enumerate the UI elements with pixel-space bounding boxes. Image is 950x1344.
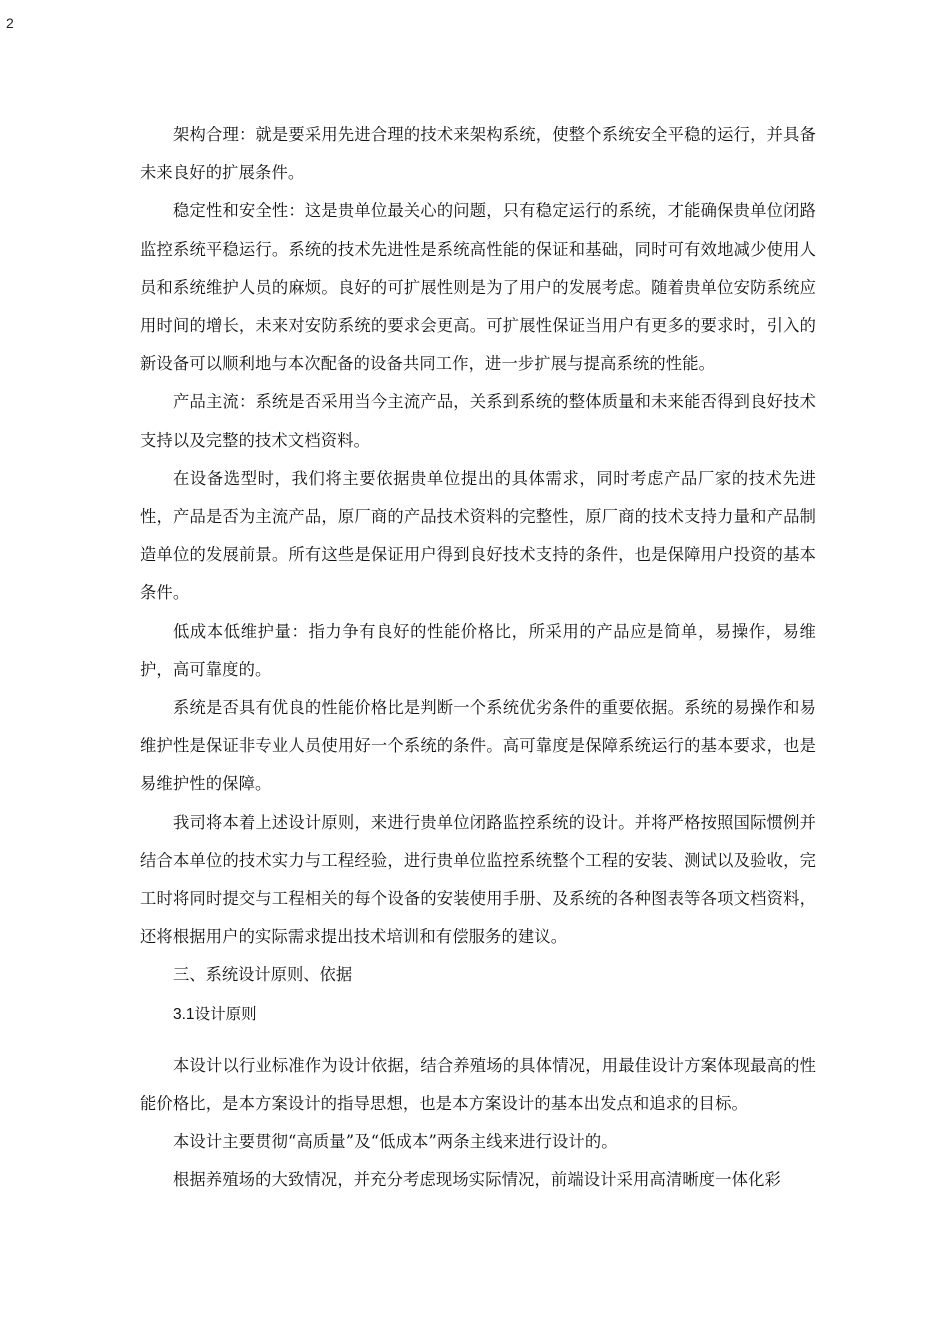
paragraph-equipment-selection: 在设备选型时，我们将主要依据贵单位提出的具体需求，同时考虑产品厂家的技术先进性，产品是否为主流产品，原厂商的产品技术资料的完整性，原厂商的技术支持力量和产品制造单位的发展前景。所有这些是保证用户得到良好技术支持的条件，也是保障用户投资的基本条件。: [140, 468, 816, 603]
paragraph-low-cost-maintenance: 低成本低维护量：指力争有良好的性能价格比，所采用的产品应是简单，易操作，易维护，高可靠度的。: [140, 621, 816, 679]
document-body: [140, 116, 816, 1200]
paragraph-design-mainlines: 本设计主要贯彻“高质量”及“低成本”两条主线来进行设计的。: [173, 1132, 618, 1152]
subsection-heading: [140, 995, 816, 1047]
page-number: 2: [6, 15, 14, 31]
paragraph-architecture: 架构合理：就是要采用先进合理的技术来架构系统，使整个系统安全平稳的运行，并具备未来良好的扩展条件。: [140, 125, 816, 183]
section-heading: 三、系统设计原则、依据: [173, 965, 353, 985]
paragraph-stability-security: 稳定性和安全性：这是贵单位最关心的问题，只有稳定运行的系统，才能确保贵单位闭路监控系统平稳运行。系统的技术先进性是系统高性能的保证和基础，同时可有效地减少使用人员和系统维护人员的麻烦。良好的可扩展性则是为了用户的发展考虑。随着贵单位安防系统应用时间的增长，未来对安防系统的要求会更高。可扩展性保证当用户有更多的要求时，引入的新设备可以顺利地与本次配备的设备共同工作，进一步扩展与提高系统的性能。: [140, 201, 816, 374]
paragraph-company-commitment: 我司将本着上述设计原则，来进行贵单位闭路监控系统的设计。并将严格按照国际惯例并结合本单位的技术实力与工程经验，进行贵单位监控系统整个工程的安装、测试以及验收，完工时将同时提交与工程相关的每个设备的安装使用手册、及系统的各种图表等各项文档资料，还将根据用户的实际需求提出技术培训和有偿服务的建议。: [140, 812, 816, 947]
paragraph-frontend-design: 根据养殖场的大致情况，并充分考虑现场实际情况，前端设计采用高清晰度一体化彩: [173, 1170, 781, 1190]
paragraph-price-performance: 系统是否具有优良的性能价格比是判断一个系统优劣条件的重要依据。系统的易操作和易维护性是保证非专业人员使用好一个系统的条件。高可靠度是保障系统运行的基本要求，也是易维护性的保障。: [140, 698, 816, 794]
paragraph-design-basis: 本设计以行业标准作为设计依据，结合养殖场的具体情况，用最佳设计方案体现最高的性能价格比，是本方案设计的指导思想，也是本方案设计的基本出发点和追求的目标。: [140, 1055, 816, 1114]
paragraph-mainstream-products: 产品主流：系统是否采用当今主流产品，关系到系统的整体质量和未来能否得到良好技术支持以及完整的技术文档资料。: [140, 392, 816, 450]
subsection-title: 设计原则: [194, 1004, 257, 1023]
subsection-number: 3.1: [173, 1005, 195, 1023]
